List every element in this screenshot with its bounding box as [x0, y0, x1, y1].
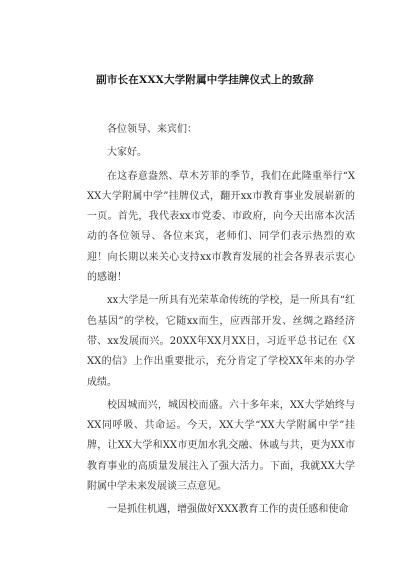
greeting: 大家好。	[107, 147, 147, 159]
salutation: 各位领导、来宾们：	[107, 124, 197, 135]
paragraph-4: 一是抓住机遇，增强做好XXX教育工作的责任感和使命	[107, 504, 349, 516]
document-body	[87, 120, 355, 524]
document-title: 副市长在XXX大学附属中学挂牌仪式上的致辞	[96, 74, 314, 86]
paragraph-2: xx大学是一所具有光荣革命传统的学校，是一所具有“红色基因”的学校，它随xx而生，应西部开发、丝绸之路经济带、xx发展而兴。20XX年XX月XX日，习近平总书记在《XXX的信》上作出重要批示，充分肯定了学校XX年来的办学成绩。	[87, 295, 355, 388]
paragraph-1: 在这春意盎然、草木芳菲的季节，我们在此隆重举行“XXX大学附属中学”挂牌仪式，翻开xx市教育事业发展崭新的一页。首先，我代表xx市党委、市政府，向今天出席本次活动的各位领导、各位来宾，老师们、同学们表示热烈的欢迎！向长期以来关心支持xx市教育发展的社会各界表示衷心的感谢！	[87, 170, 355, 284]
paragraph-3: 校因城而兴，城因校而盛。六十多年来，XX大学始终与XX同呼吸、共命运。今天，XX大学“XX大学附属中学”挂牌，让XX大学和XX市更加水乳交融、休戚与共，更为XX市教育事业的高质量发展注入了强大活力。下面，我就XX大学附属中学未来发展谈三点意见。	[87, 399, 355, 493]
